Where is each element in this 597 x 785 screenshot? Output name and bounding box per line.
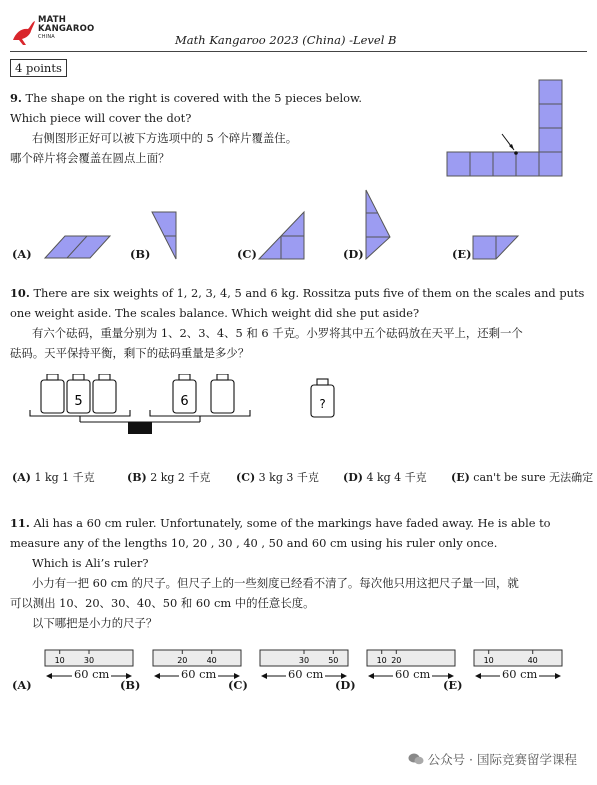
- ruler-b-mark-1: 20: [177, 656, 188, 665]
- ruler-a-length: 60 cm: [74, 667, 110, 681]
- question-number: 10.: [10, 286, 30, 300]
- ruler-e-mark-1: 10: [483, 656, 494, 665]
- ruler-a-label: (A): [12, 678, 32, 692]
- choice-d: (D) 4 kg 4 千克: [343, 471, 427, 484]
- logo-line-kangaroo: KANGAROO: [38, 24, 95, 34]
- ruler-e-mark-2: 40: [527, 656, 538, 665]
- question-10-text: [10, 283, 590, 363]
- question-number: 11.: [10, 516, 30, 530]
- points-label: 4 points: [10, 59, 67, 77]
- question-text-cn-line: 以下哪把是小力的尺子？: [32, 616, 158, 630]
- option-a-label: (A): [12, 247, 32, 261]
- math-kangaroo-logo: [10, 14, 120, 50]
- wechat-icon: [408, 753, 424, 765]
- target-shape: [440, 76, 590, 181]
- weight-right-2: [211, 374, 234, 413]
- kangaroo-icon: [10, 18, 36, 48]
- header-divider: [10, 51, 587, 52]
- ruler-d-label: (D): [335, 678, 356, 692]
- question-text-line: Which is Ali’s ruler?: [32, 556, 149, 570]
- weight-left-1: [41, 374, 64, 413]
- target-dot: [514, 151, 518, 155]
- option-c-label: (C): [237, 247, 257, 261]
- ruler-a-mark-2: 30: [83, 656, 95, 665]
- question-text-cn-line: 哪个碎片将会覆盖在圆点上面？: [10, 151, 170, 165]
- choice-c: (C) 3 kg 3 千克: [236, 471, 319, 484]
- option-b-label: (B): [130, 247, 151, 261]
- watermark-text: 公众号 · 国际竞赛留学课程: [427, 752, 577, 767]
- ruler-a-mark-1: 10: [54, 656, 65, 665]
- ruler-b-label: (B): [120, 678, 141, 692]
- choice-a: (A) 1 kg 1 千克: [12, 471, 95, 484]
- ruler-b-mark-2: 40: [206, 656, 217, 665]
- ruler-d-mark-2: 20: [391, 656, 402, 665]
- scale-base: [128, 422, 152, 434]
- logo-line-china: CHINA: [38, 34, 55, 40]
- weight-aside-label: ?: [319, 397, 326, 411]
- question-text-cn-line: 砝码。天平保持平衡，剩下的砝码重量是多少？: [10, 346, 250, 360]
- weight-left-3: [93, 374, 116, 413]
- weight-aside: [308, 378, 338, 420]
- choice-e: (E) can't be sure 无法确定: [451, 471, 594, 484]
- logo-line-math: MATH: [38, 15, 67, 25]
- choice-b: (B) 2 kg 2 千克: [127, 471, 211, 484]
- piece-d: [366, 190, 390, 259]
- question-text-line: measure any of the lengths 10, 20 , 30 , 40 , 50 and 60 cm using his ruler only once.: [10, 536, 498, 550]
- ruler-b-length: 60 cm: [181, 667, 217, 681]
- option-e-label: (E): [452, 247, 472, 261]
- weight-left-2-label: 5: [74, 394, 83, 409]
- question-text-line: Ali has a 60 cm ruler. Unfortunately, some of the markings have faded away. He is able to: [33, 516, 551, 530]
- ruler-c-label: (C): [228, 678, 248, 692]
- ruler-e-length: 60 cm: [502, 667, 538, 681]
- balance-scale: [20, 374, 350, 438]
- ruler-c-mark-1: 30: [298, 656, 310, 665]
- ruler-d-mark-1: 10: [376, 656, 387, 665]
- page-header-title: Math Kangaroo 2023 (China) -Level B: [175, 33, 397, 47]
- option-d-label: (D): [343, 247, 364, 261]
- ruler-c-mark-2: 50: [328, 656, 339, 665]
- question-text-cn-line: 有六个砝码，重量分别为 1、2、3、4、5 和 6 千克。小罗将其中五个砝码放在天平上，还剩一个: [32, 326, 523, 340]
- question-text-cn-line: 可以测出 10、20、30、40、50 和 60 cm 中的任意长度。: [10, 596, 315, 610]
- question-text-cn-line: 右侧图形正好可以被下方选项中的 5 个碎片覆盖住。: [32, 131, 298, 145]
- question-text-line: The shape on the right is covered with the 5 pieces below.: [25, 91, 362, 105]
- question-text-line: Which piece will cover the dot?: [10, 111, 192, 125]
- ruler-c-length: 60 cm: [288, 667, 324, 681]
- ruler-e-label: (E): [443, 678, 463, 692]
- weight-right-1-label: 6: [180, 394, 189, 409]
- question-9-text: [10, 88, 440, 168]
- q9-options: [10, 182, 590, 272]
- question-11-text: [10, 513, 590, 633]
- wechat-watermark: [408, 750, 577, 768]
- question-number: 9.: [10, 91, 22, 105]
- question-text-line: There are six weights of 1, 2, 3, 4, 5 and 6 kg. Rossitza puts five of them on the scales and puts: [33, 286, 585, 300]
- question-text-line: one weight aside. The scales balance. Which weight did she put aside?: [10, 306, 420, 320]
- question-text-cn-line: 小力有一把 60 cm 的尺子。但尺子上的一些刻度已经看不清了。每次他只用这把尺子量一回，就: [32, 576, 519, 590]
- ruler-d-length: 60 cm: [395, 667, 431, 681]
